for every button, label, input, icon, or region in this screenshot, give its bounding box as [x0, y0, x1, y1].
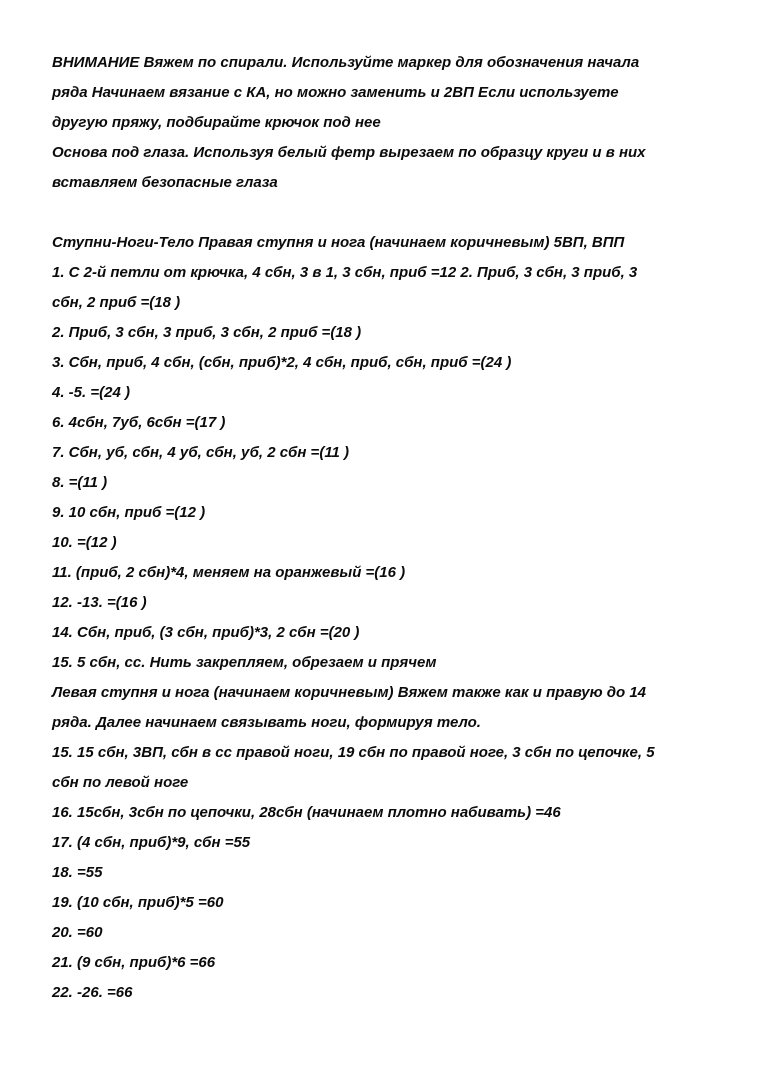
row-line: 15. 15 сбн, 3ВП, сбн в сс правой ноги, 19 сбн по правой ноге, 3 сбн по цепочке, 5 — [52, 744, 655, 761]
section-heading: Левая ступня и нога (начинаем коричневым) Вяжем также как и правую до 14 — [52, 684, 647, 701]
intro-section — [52, 48, 732, 198]
row-line: 20. =60 — [52, 924, 103, 941]
row-line: 2. Приб, 3 сбн, 3 приб, 3 сбн, 2 приб =(18 ) — [52, 324, 362, 341]
row-line: 12. -13. =(16 ) — [52, 594, 147, 611]
intro-line: ВНИМАНИЕ Вяжем по спирали. Используйте маркер для обозначения начала — [52, 54, 640, 71]
row-line: 3. Сбн, приб, 4 сбн, (сбн, приб)*2, 4 сбн, приб, сбн, приб =(24 ) — [52, 354, 512, 371]
row-line: 6. 4сбн, 7уб, 6сбн =(17 ) — [52, 414, 226, 431]
row-line: 17. (4 сбн, приб)*9, сбн =55 — [52, 834, 251, 851]
section-heading: Ступни-Ноги-Тело Правая ступня и нога (начинаем коричневым) 5ВП, ВПП — [52, 234, 625, 251]
row-line: ряда. Далее начинаем связывать ноги, формируя тело. — [52, 714, 481, 731]
row-line: 14. Сбн, приб, (3 сбн, приб)*3, 2 сбн =(20 ) — [52, 624, 360, 641]
intro-line: другую пряжу, подбирайте крючок под нее — [52, 114, 381, 131]
intro-line: Основа под глаза. Используя белый фетр вырезаем по образцу круги и в них — [52, 144, 646, 161]
row-line: 8. =(11 ) — [52, 474, 108, 491]
row-line: 11. (приб, 2 сбн)*4, меняем на оранжевый =(16 ) — [52, 564, 406, 581]
intro-line: ряда Начинаем вязание с КА, но можно заменить и 2ВП Если используете — [52, 84, 619, 101]
row-line: сбн, 2 приб =(18 ) — [52, 294, 181, 311]
row-line: сбн по левой ноге — [52, 774, 189, 791]
row-line: 10. =(12 ) — [52, 534, 117, 551]
row-line: 7. Сбн, уб, сбн, 4 уб, сбн, уб, 2 сбн =(11 ) — [52, 444, 350, 461]
row-line: 9. 10 сбн, приб =(12 ) — [52, 504, 206, 521]
row-line: 22. -26. =66 — [52, 984, 133, 1001]
row-line: 4. -5. =(24 ) — [52, 384, 130, 401]
pattern-section — [52, 228, 732, 1008]
row-line: 1. С 2-й петли от крючка, 4 сбн, 3 в 1, 3 сбн, приб =12 2. Приб, 3 сбн, 3 приб, 3 — [52, 264, 638, 281]
intro-line: вставляем безопасные глаза — [52, 174, 278, 191]
row-line: 15. 5 сбн, сс. Нить закрепляем, обрезаем и прячем — [52, 654, 437, 671]
row-line: 19. (10 сбн, приб)*5 =60 — [52, 894, 224, 911]
blank-line — [52, 198, 732, 228]
row-line: 21. (9 сбн, приб)*6 =66 — [52, 954, 216, 971]
row-line: 18. =55 — [52, 864, 103, 881]
row-line: 16. 15сбн, 3сбн по цепочки, 28сбн (начинаем плотно набивать) =46 — [52, 804, 561, 821]
document-page — [52, 48, 732, 1008]
